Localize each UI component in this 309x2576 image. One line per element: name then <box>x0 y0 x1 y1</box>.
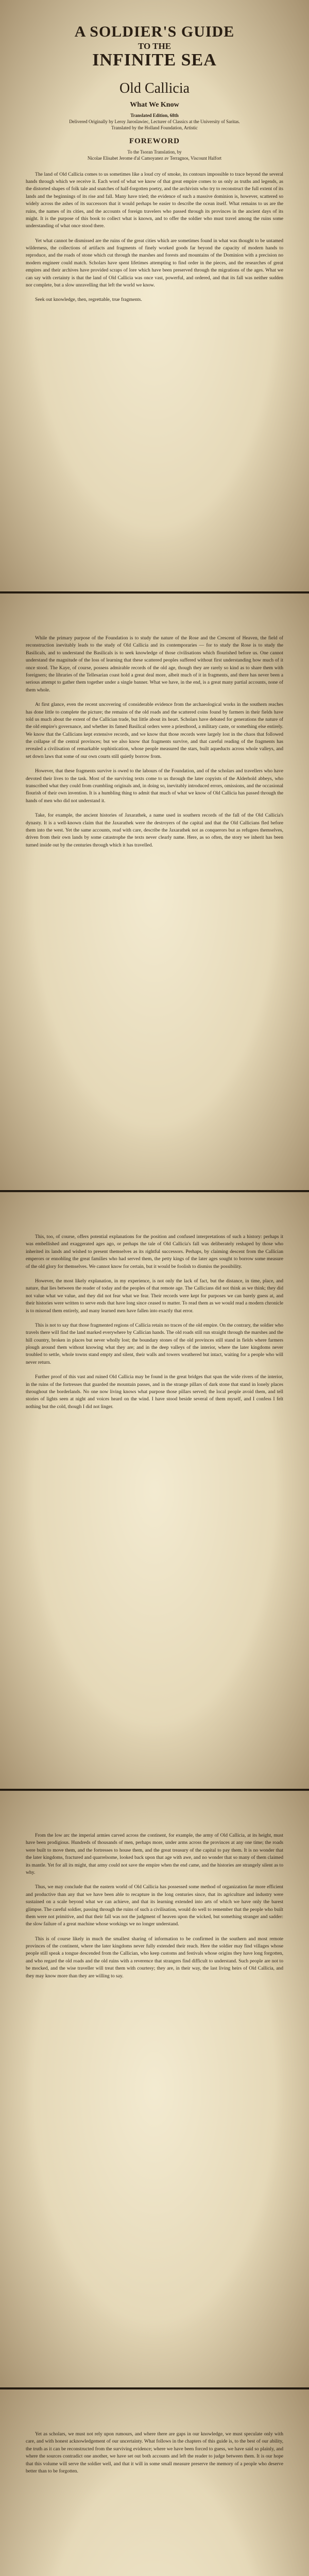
book-subtitle: Old Callicia <box>119 80 190 96</box>
author-line: Delivered Originally by Leroy Jaroslawiec, Lecturer of Classics at the University of Saritas. <box>69 119 240 125</box>
page-1 <box>0 0 309 592</box>
paragraph: At first glance, even the recent uncovering of considerable evidence from the archaeological works in the southern reaches has done little to complete the picture; the remains of the old roads and the scattered coins found by farmers in their fields have told us much about the extent of the Callician trade, but little about its heart. Scholars have debated for generations the nature of the old empire's governance, and whether its famed Basilical orders were a priesthood, a military caste, or something else entirely. We know that the Callicians kept extensive records, and we know that those records were largely lost in the chaos that followed the collapse of the central provinces; but we also know that fragments survive, and that careful reading of the fragments has revealed a civilisation of remarkable sophistication, whose people measured the stars, built aqueducts across whole valleys, and set down laws that some of our own courts still quietly borrow from. <box>26 702 283 759</box>
page-3 <box>0 1192 309 1790</box>
page-2 <box>0 594 309 1191</box>
foreword-author-line: Nicolae Elisabet Jerome d'al Camoyanez av Terragnos, Viscount Halfort <box>87 156 222 161</box>
paragraph: This is of course likely in much the smallest sharing of information to be confirmed in the southern and most remote provinces of the continent, where the later kingdoms never fully extended their reach. Here the soldier may find villages whose people still speak a tongue descended from the Callician, who keep customs and festivals whose origins they have long forgotten, and who regard the old roads and the old ruins with a reverence that strangers find difficult to understand. Such people are not to be mocked, and the wise traveller will treat them with courtesy; they are, in their way, the last living heirs of Old Callicia, and they may know more than they are willing to say. <box>26 1936 283 1979</box>
paragraph: Take, for example, the ancient histories of Jaxarathek, a name used in southern records of the fall of the Old Callicia's dynasty. It is a well-known claim that the Jaxarathek were the destroyers of the capital and that the Old Callicians fled before them into the west. Yet the same accounts, read with care, describe the Jaxarathek not as conquerors but as refugees themselves, driven from their own lands by some catastrophe the texts never clearly name. Here, as so often, the story we inherit has been turned inside out by the centuries through which it has travelled. <box>26 812 283 848</box>
paragraph: Yet what cannot be dismissed are the ruins of the great cities which are sometimes found in what was thought to be untamed wilderness, the collections of artifacts and fragments of finely worked goods far beyond the capacity of modern hands to reproduce, and the roads of stone which cut through the marshes and forests and mountains of the Dominion with a precision no modern engineer could match. Scholars have spent lifetimes attempting to find order in the pieces, and the researches of great empires and their archives have provided scraps of lore which have been preserved through the migrations of the ages. What we can say with certainty is that the land of Old Callicia was once vast, powerful, and ordered, and that its fall was neither sudden nor complete, but a slow unravelling that left the world we know. <box>26 238 283 289</box>
edition-line: Translated Edition, 68th <box>130 112 179 118</box>
paragraph: However, that these fragments survive is owed to the labours of the Foundation, and of the scholars and travellers who have devoted their lives to the task. Most of the surviving texts come to us through the later copyists of the Alderhold abbeys, who transcribed what they could from crumbling originals and, in doing so, inevitably introduced errors, omissions, and the occasional flourish of their own invention. It is a humbling thing to admit that much of what we know of Old Callicia has passed through the hands of men who did not understand it. <box>26 768 283 804</box>
paragraph: However, the most likely explanation, in my experience, is not only the lack of fact, but the distance, in time, place, and nature, that lies between the reader of today and the peoples of that remote age. The Callicians did not think as we think; they did not value what we value, and they did not fear what we fear. Their records were kept for purposes we can barely guess at, and their histories were written to serve ends that have long since ceased to matter. To read them as we would read a modern chronicle is to misread them entirely, and many learned men have fallen into exactly that error. <box>26 1278 283 1314</box>
title-line-1: A SOLDIER'S GUIDE <box>74 23 235 41</box>
paragraph: This, too, of course, offers potential explanations for the position and confused interpretations of such a history: perhaps it was embellished and exaggerated ages ago, or perhaps the tale of Old Callicia's fall was deliberately reshaped by those who inherited its lands and wished to present themselves as its rightful successors. Perhaps, by claiming descent from the Callician emperors or ennobling the great families who had served them, the petty kings of the later ages sought to borrow some measure of the old glory for themselves. We cannot know for certain, but it would be foolish to dismiss the possibility. <box>26 1234 283 1269</box>
credits-block <box>26 112 283 131</box>
foreword-to-line: To the Tsoran Translation, by <box>127 149 182 155</box>
paragraph: Seek out knowledge, then, regrettable, true fragments. <box>35 297 142 303</box>
title-line-2: TO THE <box>138 41 171 52</box>
paragraph: From the low arc the imperial armies carved across the continent, for example, the army of Old Callicia, at its height, must have been prodigious. Hundreds of thousands of men, perhaps more, under arms across the provinces at any one time; the roads were built to move them, and the fortresses to house them, and the great treasury of the capital to pay them. It is no wonder that the later kingdoms, fractured and quarrelsome, looked back upon that age with awe, and no wonder that so many of them claimed its mantle. Yet for all its might, that army could not save the empire when the end came, and the histories are strangely silent as to why. <box>26 1833 283 1875</box>
paragraph: Yet as scholars, we must not rely upon rumours, and where there are gaps in our knowledge, we must speculate only with care, and with honest acknowledgement of our uncertainty. What follows in the chapters of this guide is, to the best of our ability, the truth as it can be reconstructed from the surviving evidence; where we have been forced to guess, we have said so plainly, and where the sources contradict one another, we have set out both accounts and left the reader to judge between them. It is our hope that this volume will serve the soldier well, and that it will in some small measure preserve the memory of a people who deserve better than to be forgotten. <box>26 2431 283 2474</box>
page-4 <box>0 1791 309 2388</box>
paragraph: The land of Old Callicia comes to us sometimes like a loud cry of smoke, its contours impossible to trace beyond the several hands through which we receive it. Each word of what we know of that great empire comes to us only as truths and legends, as the distorted shapes of folk tale and snatches of half-forgotten poetry, and the archivists who try to reconstruct the full extent of its lands and the beginnings of its rise and fall. Many have tried; the evidence of such a massive dominion is, however, scattered so widely across the ashes of its successors that it would perhaps be easier to describe the ocean itself. What remains to us are the ruins, the names of its cities, and the accounts of foreign travelers who passed through its provinces in the ancient days of its might. It is the purpose of this book to collect what is known, and to offer the soldier who must travel among the ruins some understanding of what once stood there. <box>26 171 283 229</box>
foreword-heading: FOREWORD <box>129 137 180 146</box>
title-line-3: INFINITE SEA <box>92 50 217 70</box>
paragraph: While the primary purpose of the Foundation is to study the nature of the Rose and the Crescent of Heaven, the field of reconstruction inevitably leads to the study of Old Callicia and its contemporaries — for to study the Rose is to study the Basilicals, and to understand the Basilicals is to seek knowledge of those civilisations which flourished before us. One cannot understand the magnitude of the loss of learning that these scattered peoples suffered without first understanding how much of it once stood. The Kaye, of course, possess admirable records of the old age, though they are rarely so kind as to share them with foreigners; the libraries of the Tellesarian coast hold a great deal more, albeit much of it in fragments, and there has never been a serious attempt to gather them together under a single banner. What we have, in the end, is a great many partial accounts, none of them whole. <box>26 635 283 693</box>
book-title <box>26 24 283 69</box>
paragraph: Further proof of this vast and ruined Old Callicia may be found in the great bridges that span the wide rivers of the interior, in the ruins of the fortresses that guarded the mountain passes, and in the strange pillars of dark stone that stand in lonely places throughout the borderlands. No one now living knows what purpose those pillars served; the local people avoid them, and tell stories of lights seen at night and voices heard on the wind. I have stood beside several of them myself, and I confess I felt nothing but the cold, though I did not linger. <box>26 1374 283 1410</box>
foreword-credit <box>26 149 283 161</box>
translator-line: Translated by the Holland Foundation, Artistic <box>111 125 198 131</box>
book-tagline: What We Know <box>130 100 179 109</box>
paragraph: This is not to say that those fragmented regions of Callicia retain no traces of the old empire. On the contrary, the soldier who travels there will find the land marked everywhere by Callician hands. The old roads still run straight through the marshes and the hill country, broken in places but never wholly lost; the boundary stones of the old provinces still stand in fields where farmers plough around them without knowing what they are; and in the deep valleys of the interior, where the later kingdoms never troubled to settle, whole towns stand empty and silent, their walls and towers weathered but intact, waiting for a people who will never return. <box>26 1322 283 1365</box>
page-5 <box>0 2389 309 2576</box>
paragraph: Thus, we may conclude that the eastern world of Old Callicia has possessed some method of organization far more efficient and productive than any that we have been able to recapture in the long centuries since, that its agriculture and industry were sustained on a scale beyond what we can achieve, and that its learning extended into arts of which we have only the barest glimpse. The careful soldier, passing through the ruins of such a civilisation, would do well to remember that the people who built them were not primitive, and that their fall was not the judgment of heaven upon the wicked, but something stranger and sadder: the slow failure of a great machine whose workings we no longer understand. <box>26 1884 283 1927</box>
